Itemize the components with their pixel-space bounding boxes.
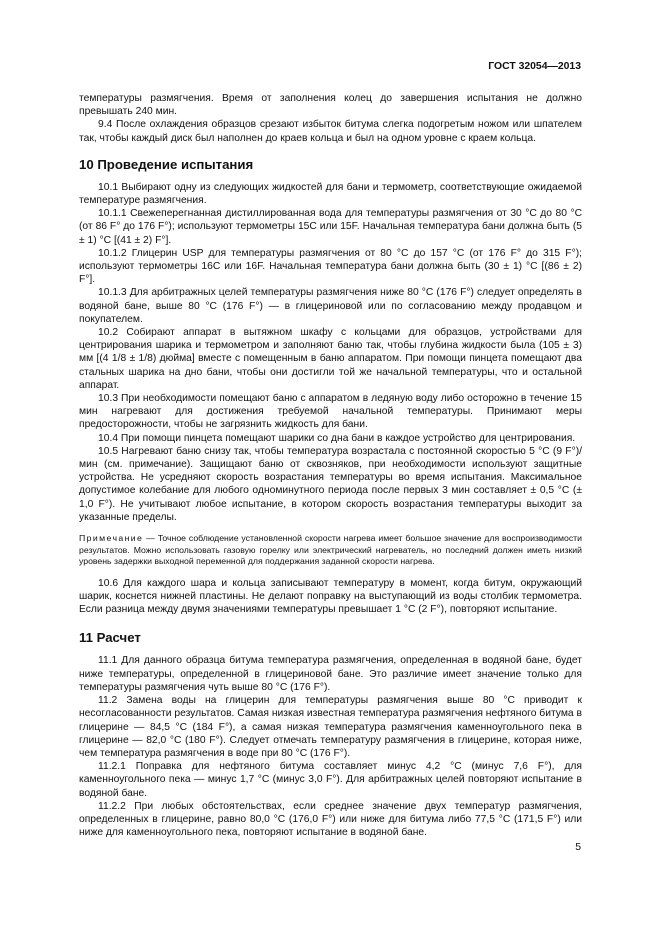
paragraph-10-5: 10.5 Нагревают баню снизу так, чтобы температура возрастала с постоянной скоростью 5 °С (9 F°)/мин (см. примечание). Защищают баню от сквозняков, при необходимости используют защитные устройства. Не усредняют скорость возрастания температуры во время испытания. Максимальное допустимое колебание для любого одноминутного периода после первых 3 мин составляет ± 0,5 °С (± 1,0 F°). Не учитывают любое испытание, в котором скорость возрастания температуры выходит за указанные пределы. xyxy=(79,445,582,523)
document-body xyxy=(79,92,582,839)
paragraph-10-2: 10.2 Собирают аппарат в вытяжном шкафу с кольцами для образцов, устройствами для центрирования шарика и термометром и заполняют баню так, чтобы глубина жидкости была (105 ± 3) мм [(4 1/8 ± 1/8) дюйма] вместе с помещенным в баню аппаратом. При помощи пинцета помещают два стальных шарика на дно бани, чтобы они достигли той же начальной температуры, что и остальной аппарат. xyxy=(79,327,582,391)
paragraph-10-1-1: 10.1.1 Свежеперегнанная дистиллированная вода для температуры размягчения от 30 °С до 80 °С (от 86 F° до 176 F°); используют термометры 15С или 15F. Начальная температура бани должна быть (5 ± 1) °С [(41 ± 2) F°]. xyxy=(79,208,582,246)
paragraph-9-4: 9.4 После охлаждения образцов срезают избыток битума слегка подогретым ножом или шпателем так, чтобы каждый диск был наполнен до краев кольца и был на одном уровне с краем кольца. xyxy=(79,119,582,144)
note xyxy=(79,533,582,568)
paragraph-10-3: 10.3 При необходимости помещают баню с аппаратом в ледяную воду либо осторожно в течение 15 мин нагревают для достижения требуемой начальной температуры. Принимают меры предосторожности, чтобы не загрязнить жидкость для бани. xyxy=(79,393,582,431)
paragraph-11-2-1: 11.2.1 Поправка для нефтяного битума составляет минус 4,2 °С (минус 7,6 F°), для каменноугольного пека — минус 1,7 °С (минус 3,0 F°). Для арбитражных целей повторяют испытание в водяной бане. xyxy=(79,761,582,799)
paragraph-10-4: 10.4 При помощи пинцета помещают шарики со дна бани в каждое устройство для центрирования. xyxy=(98,432,576,444)
note-label: Примечание xyxy=(79,533,144,544)
page-number: 5 xyxy=(575,842,581,853)
section-heading-10: 10 Проведение испытания xyxy=(79,156,254,172)
paragraph-10-6: 10.6 Для каждого шара и кольца записывают температуру в момент, когда битум, окружающий шарик, коснется нижней пластины. Не делают поправку на выступающий из воды столбик термометра. Если разница между двумя значениями температуры превышает 1 °С (2 F°), повторяют испытание. xyxy=(79,577,582,616)
section-heading-11: 11 Расчет xyxy=(79,630,141,646)
paragraph-11-1: 11.1 Для данного образца битума температура размягчения, определенная в водяной бане, будет ниже температуры, определенной в глицериновой бане. Это различие имеет значение только для температуры размягчения чуть выше 80 °С (176 F°). xyxy=(79,655,582,693)
document-header: ГОСТ 32054—2013 xyxy=(488,61,581,72)
paragraph-11-2-2: 11.2.2 При любых обстоятельствах, если среднее значение двух температур размягчения, определенных в глицерине, равно 80,0 °С (176,0 F°) или ниже для битума либо 77,5 °С (171,5 F°) или ниже для каменноугольного пека, повторяют испытание в водяной бане. xyxy=(79,800,582,839)
paragraph-10-1-2: 10.1.2 Глицерин USP для температуры размягчения от 80 °С до 157 °С (от 176 F° до 315 F°); используют термометры 16С или 16F. Начальная температура бани должна быть (30 ± 1) °С [(86 ± 2) F°]. xyxy=(79,247,582,286)
paragraph-10-1: 10.1 Выбирают одну из следующих жидкостей для бани и термометр, соответствующие ожидаемой температуре размягчения. xyxy=(79,181,582,207)
paragraph-10-1-3: 10.1.3 Для арбитражных целей температуры размягчения ниже 80 °С (176 F°) следует определять в водяной бане, выше 80 °С (176 F°) — в глицериновой или по согласованию между продавцом и покупателем. xyxy=(79,287,582,325)
paragraph-continuation: температуры размягчения. Время от заполнения колец до завершения испытания не должно превышать 240 мин. xyxy=(79,93,582,118)
note-text: — Точное соблюдение установленной скорости нагрева имеет большое значение для воспроизводимости результатов. Можно использовать газовую горелку или электрический нагреватель, но последний должен иметь низкий уровень задержки выходной переменной для поддержания заданной скорости нагрева. xyxy=(79,533,582,567)
paragraph-11-2: 11.2 Замена воды на глицерин для температуры размягчения выше 80 °С приводит к несогласованности результатов. Самая низкая известная температура размягчения нефтяного битума в глицерине — 84,5 °С (184 F°), а самая низкая температура размягчения каменноугольного пека в глицерине — 82,0 °С (180 F°). Следует отмечать температуру размягчения в глицерине, которая ниже, чем температура размягчения в воде при 80 °С (176 F°). xyxy=(79,695,582,759)
